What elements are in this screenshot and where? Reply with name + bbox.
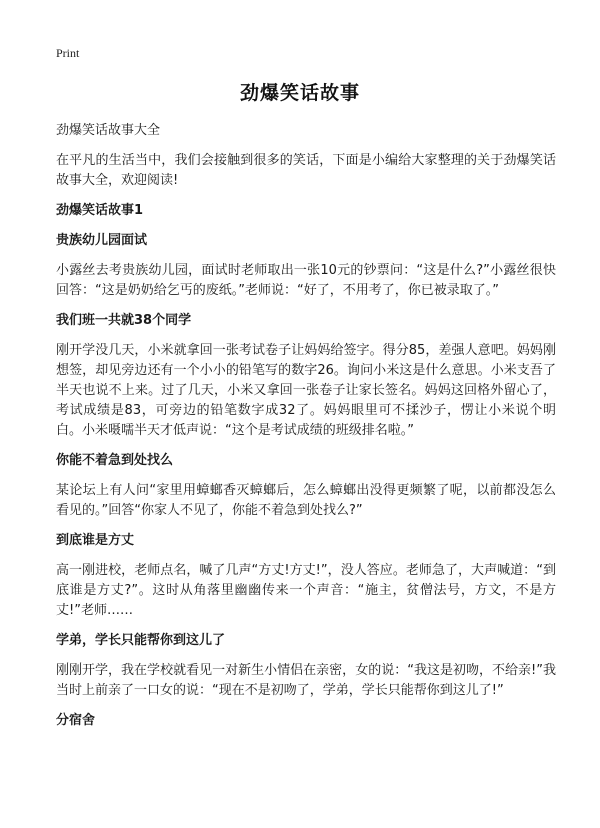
story-text: 刚开学没几天，小米就拿回一张考试卷子让妈妈给签字。得分85，差强人意吧。妈妈刚想签，却见旁边还有一个小小的铅笔写的数字26。询问小米这是什么意思。小米支吾了半天也说不上来。过了几天，小米又拿回一张卷子让家长签名。妈妈这回格外留心了，考试成绩是83，可旁边的铅笔数字成32了。妈妈眼里可不揉沙子，愣让小米说个明白。小米嗫嚅半天才低声说：“这个是考试成绩的班级排名啦。” xyxy=(56,343,556,438)
story-text: 小露丝去考贵族幼儿园，面试时老师取出一张10元的钞票问：“这是什么?”小露丝很快回答：“这是奶奶给乞丐的废纸。”老师说：“好了，不用考了，你已被录取了。” xyxy=(56,263,556,298)
document-title: 劲爆笑话故事 xyxy=(239,82,360,104)
print-label[interactable]: Print xyxy=(56,46,80,60)
story-heading: 分宿舍 xyxy=(56,713,96,728)
section-heading: 劲爆笑话故事1 xyxy=(56,203,144,218)
document-content xyxy=(56,121,556,741)
intro-paragraph: 在平凡的生活当中，我们会接触到很多的笑话，下面是小编给大家整理的关于劲爆笑话故事大全，欢迎阅读! xyxy=(56,153,556,188)
story-heading: 你能不着急到处找么 xyxy=(56,453,174,468)
story-heading: 到底谁是方丈 xyxy=(56,533,135,548)
story-heading: 我们班一共就38个同学 xyxy=(56,313,192,328)
story-text: 高一刚进校，老师点名，喊了几声“方丈!方丈!”，没人答应。老师急了，大声喊道：“到底谁是方丈?”。这时从角落里幽幽传来一个声音：“施主，贫僧法号，方文，不是方丈!”老师…… xyxy=(56,563,556,618)
story-text: 刚刚开学，我在学校就看见一对新生小情侣在亲密，女的说：“我这是初吻，不给亲!”我当时上前亲了一口女的说：“现在不是初吻了，学弟，学长只能帮你到这儿了!” xyxy=(56,663,556,698)
story-text: 某论坛上有人问“家里用蟑螂香灭蟑螂后，怎么蟑螂出没得更频繁了呢，以前都没怎么看见的。”回答“你家人不见了，你能不着急到处找么?” xyxy=(56,483,556,518)
document-subtitle: 劲爆笑话故事大全 xyxy=(56,123,161,138)
story-heading: 贵族幼儿园面试 xyxy=(56,233,148,248)
story-heading: 学弟，学长只能帮你到这儿了 xyxy=(56,633,226,648)
